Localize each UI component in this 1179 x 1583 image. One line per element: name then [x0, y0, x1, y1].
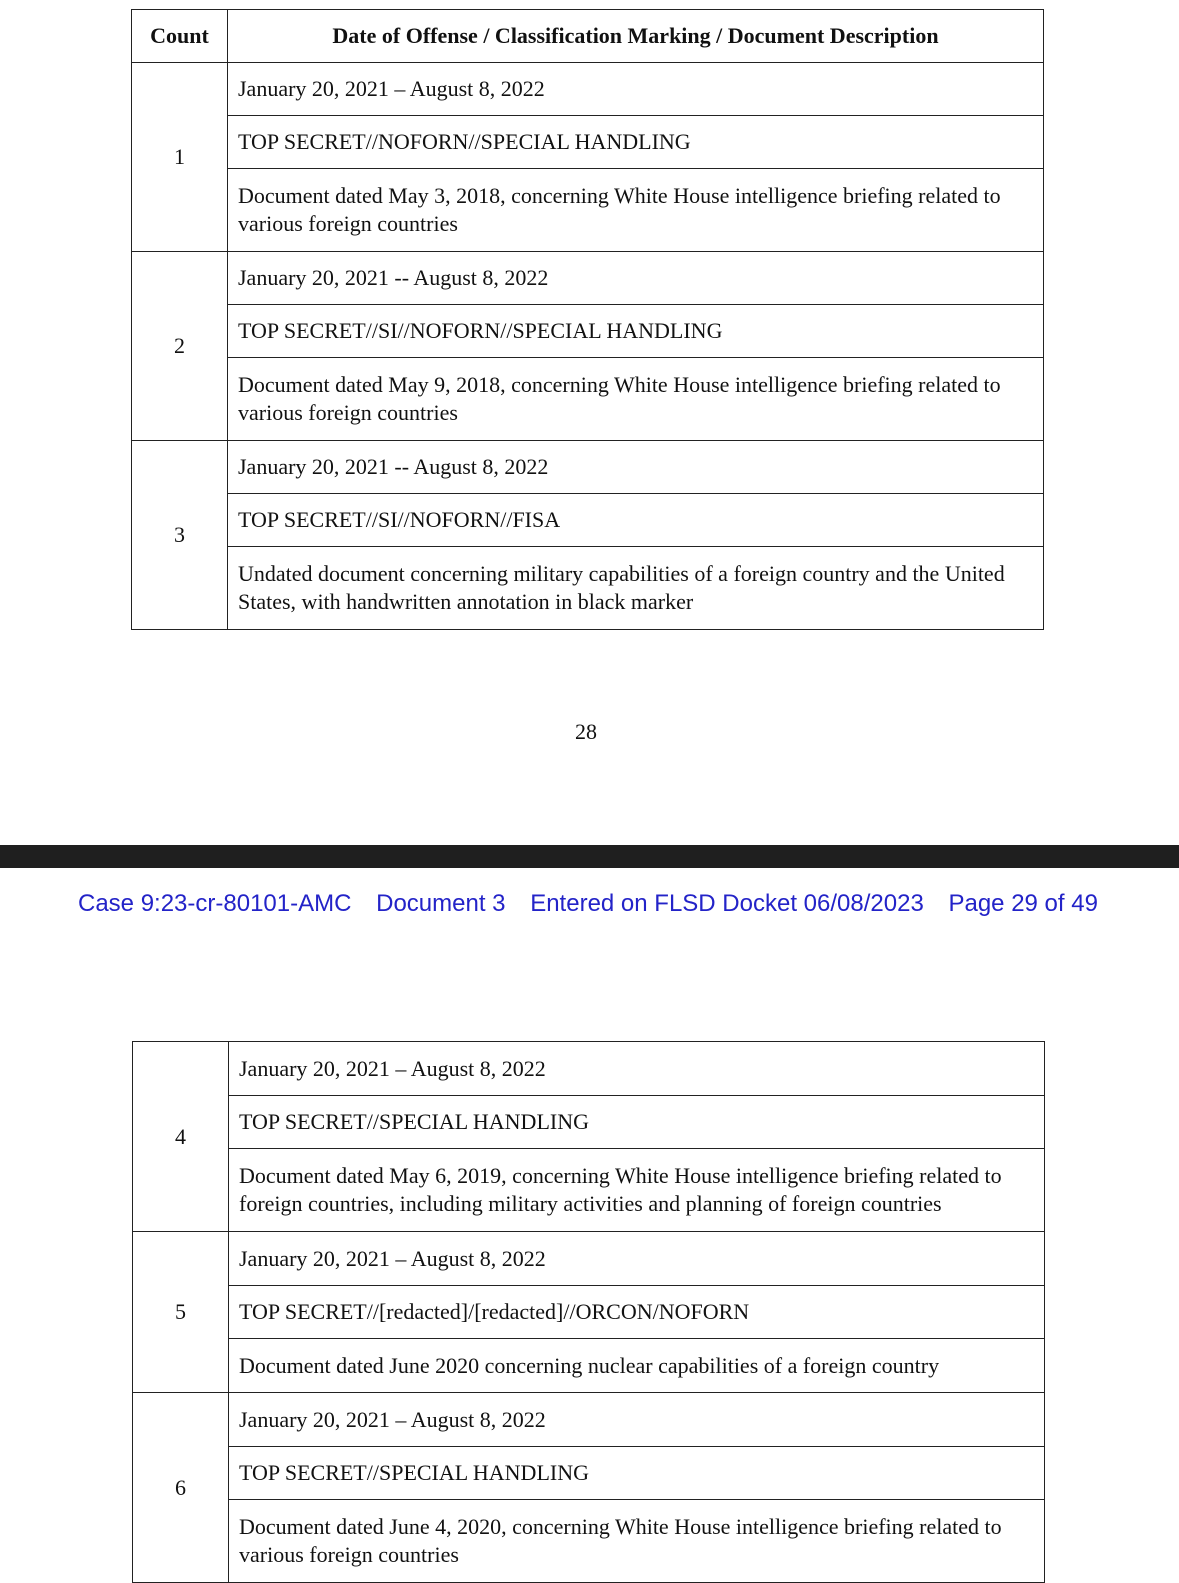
document-description: Undated document concerning military capabilities of a foreign country and the United States, with handwritten annotation in black marker — [228, 547, 1044, 630]
counts-table-page-28 — [131, 9, 1044, 630]
table-row — [133, 1500, 1045, 1583]
table-row — [132, 358, 1044, 441]
table-row — [133, 1042, 1045, 1096]
table-row — [133, 1393, 1045, 1447]
offense-date: January 20, 2021 -- August 8, 2022 — [228, 441, 1044, 494]
classification-marking: TOP SECRET//SPECIAL HANDLING — [229, 1447, 1045, 1500]
offense-date: January 20, 2021 – August 8, 2022 — [229, 1232, 1045, 1286]
count-number: 2 — [132, 252, 228, 441]
case-number: Case 9:23-cr-80101-AMC — [78, 890, 352, 917]
table-row — [132, 252, 1044, 305]
table-row — [133, 1096, 1045, 1149]
page-number: 28 — [575, 719, 597, 744]
count-number: 3 — [132, 441, 228, 630]
table-row — [133, 1286, 1045, 1339]
page-divider — [0, 845, 1179, 868]
offense-date: January 20, 2021 – August 8, 2022 — [229, 1393, 1045, 1447]
classification-marking: TOP SECRET//SI//NOFORN//FISA — [228, 494, 1044, 547]
count-number: 6 — [133, 1393, 229, 1583]
table-row — [132, 116, 1044, 169]
classification-marking: TOP SECRET//NOFORN//SPECIAL HANDLING — [228, 116, 1044, 169]
classification-marking: TOP SECRET//[redacted]/[redacted]//ORCON/NOFORN — [229, 1286, 1045, 1339]
table-row — [133, 1149, 1045, 1232]
header-count: Count — [132, 10, 228, 63]
table-row — [132, 63, 1044, 116]
count-number: 5 — [133, 1232, 229, 1393]
offense-date: January 20, 2021 – August 8, 2022 — [228, 63, 1044, 116]
table-row — [133, 1339, 1045, 1393]
document-number: Document 3 — [376, 890, 506, 917]
offense-date: January 20, 2021 -- August 8, 2022 — [228, 252, 1044, 305]
table-row — [133, 1447, 1045, 1500]
document-description: Document dated May 3, 2018, concerning White House intelligence briefing related to various foreign countries — [228, 169, 1044, 252]
case-header — [78, 890, 1098, 918]
table-row — [132, 547, 1044, 630]
table-row — [132, 305, 1044, 358]
table-row — [132, 169, 1044, 252]
table-header-row — [132, 10, 1044, 63]
classification-marking: TOP SECRET//SI//NOFORN//SPECIAL HANDLING — [228, 305, 1044, 358]
docket-entry: Entered on FLSD Docket 06/08/2023 — [530, 890, 924, 917]
header-description: Date of Offense / Classification Marking / Document Description — [228, 10, 1044, 63]
page-count: Page 29 of 49 — [948, 890, 1098, 917]
count-number: 4 — [133, 1042, 229, 1232]
table-row — [132, 494, 1044, 547]
classification-marking: TOP SECRET//SPECIAL HANDLING — [229, 1096, 1045, 1149]
counts-table-page-29 — [132, 1041, 1045, 1583]
document-description: Document dated May 9, 2018, concerning White House intelligence briefing related to various foreign countries — [228, 358, 1044, 441]
document-description: Document dated June 2020 concerning nuclear capabilities of a foreign country — [229, 1339, 1045, 1393]
offense-date: January 20, 2021 – August 8, 2022 — [229, 1042, 1045, 1096]
table-row — [133, 1232, 1045, 1286]
table-row — [132, 441, 1044, 494]
document-description: Document dated May 6, 2019, concerning White House intelligence briefing related to foreign countries, including military activities and planning of foreign countries — [229, 1149, 1045, 1232]
document-description: Document dated June 4, 2020, concerning White House intelligence briefing related to various foreign countries — [229, 1500, 1045, 1583]
count-number: 1 — [132, 63, 228, 252]
